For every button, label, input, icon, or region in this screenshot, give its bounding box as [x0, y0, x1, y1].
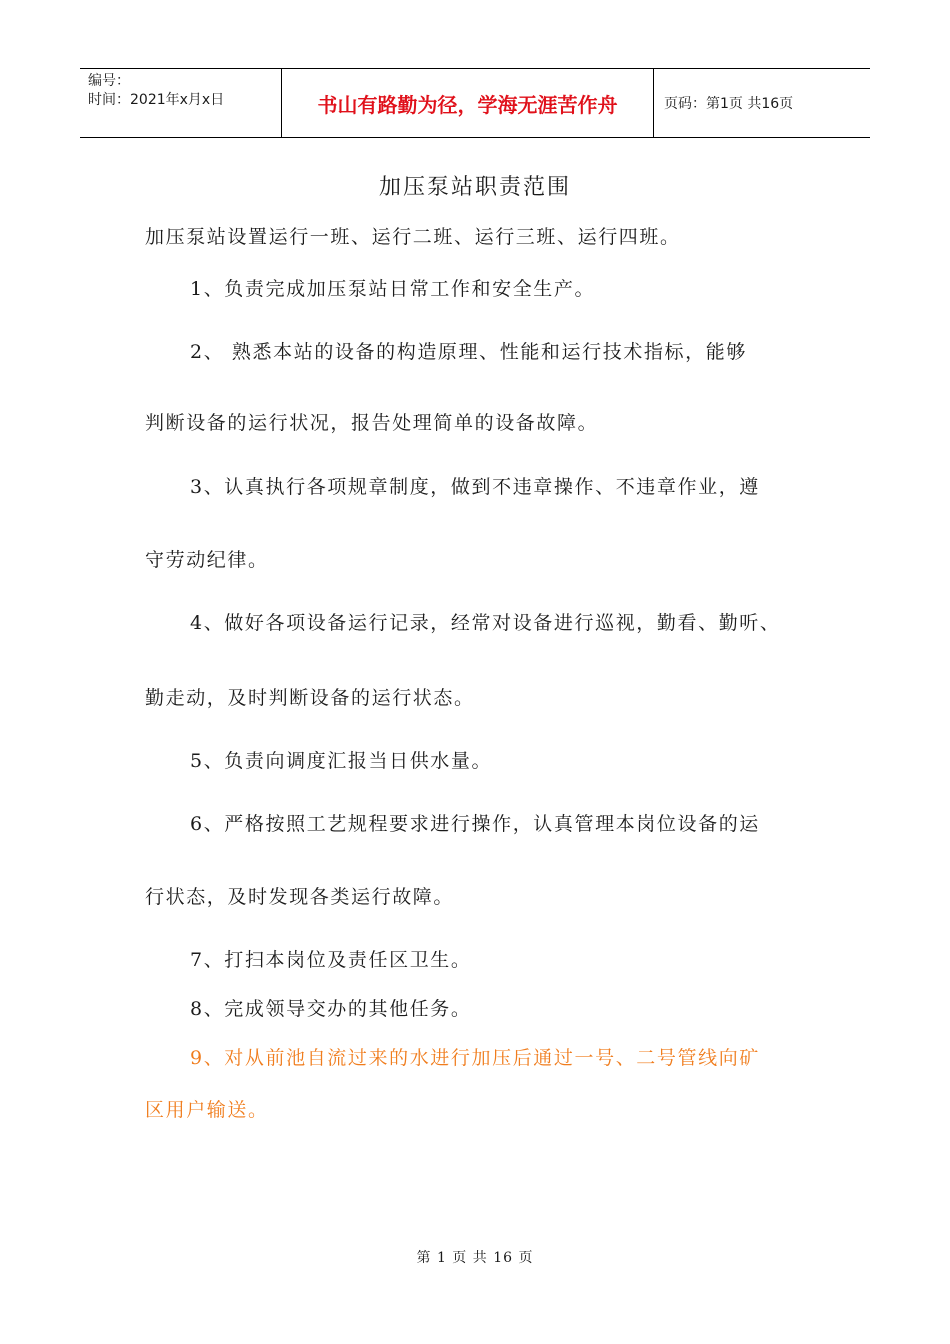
- item-7: 7、打扫本岗位及责任区卫生。: [190, 949, 472, 971]
- item-1: 1、负责完成加压泵站日常工作和安全生产。: [190, 278, 596, 300]
- item-2: 2、 熟悉本站的设备的构造原理、性能和运行技术指标，能够: [190, 341, 747, 363]
- header-page-info: 页码：第1页 共16页: [664, 96, 794, 112]
- item-4-continued: 勤走动，及时判断设备的运行状态。: [145, 687, 475, 709]
- item-9-continued: 区用户输送。: [145, 1099, 269, 1121]
- code-label: 编号：: [88, 73, 130, 89]
- item-3-continued: 守劳动纪律。: [145, 549, 269, 571]
- page-header: [80, 68, 870, 138]
- intro-paragraph: 加压泵站设置运行一班、运行二班、运行三班、运行四班。: [145, 226, 681, 248]
- date-label: 时间：2021年x月x日: [88, 92, 225, 108]
- header-motto: 书山有路勤为径，学海无涯苦作舟: [282, 69, 654, 137]
- item-8: 8、完成领导交办的其他任务。: [190, 998, 472, 1020]
- header-meta: [80, 69, 282, 137]
- page-footer: 第 1 页 共 16 页: [416, 1250, 534, 1266]
- item-9: 9、对从前池自流过来的水进行加压后通过一号、二号管线向矿: [190, 1047, 760, 1069]
- document-title: 加压泵站职责范围: [378, 175, 571, 200]
- item-6-continued: 行状态，及时发现各类运行故障。: [145, 886, 455, 908]
- item-4: 4、做好各项设备运行记录，经常对设备进行巡视，勤看、勤听、: [190, 612, 781, 634]
- item-3: 3、认真执行各项规章制度，做到不违章操作、不违章作业，遵: [190, 476, 760, 498]
- item-5: 5、负责向调度汇报当日供水量。: [190, 750, 493, 772]
- item-6: 6、严格按照工艺规程要求进行操作，认真管理本岗位设备的运: [190, 813, 760, 835]
- item-2-continued: 判断设备的运行状况，报告处理简单的设备故障。: [145, 412, 599, 434]
